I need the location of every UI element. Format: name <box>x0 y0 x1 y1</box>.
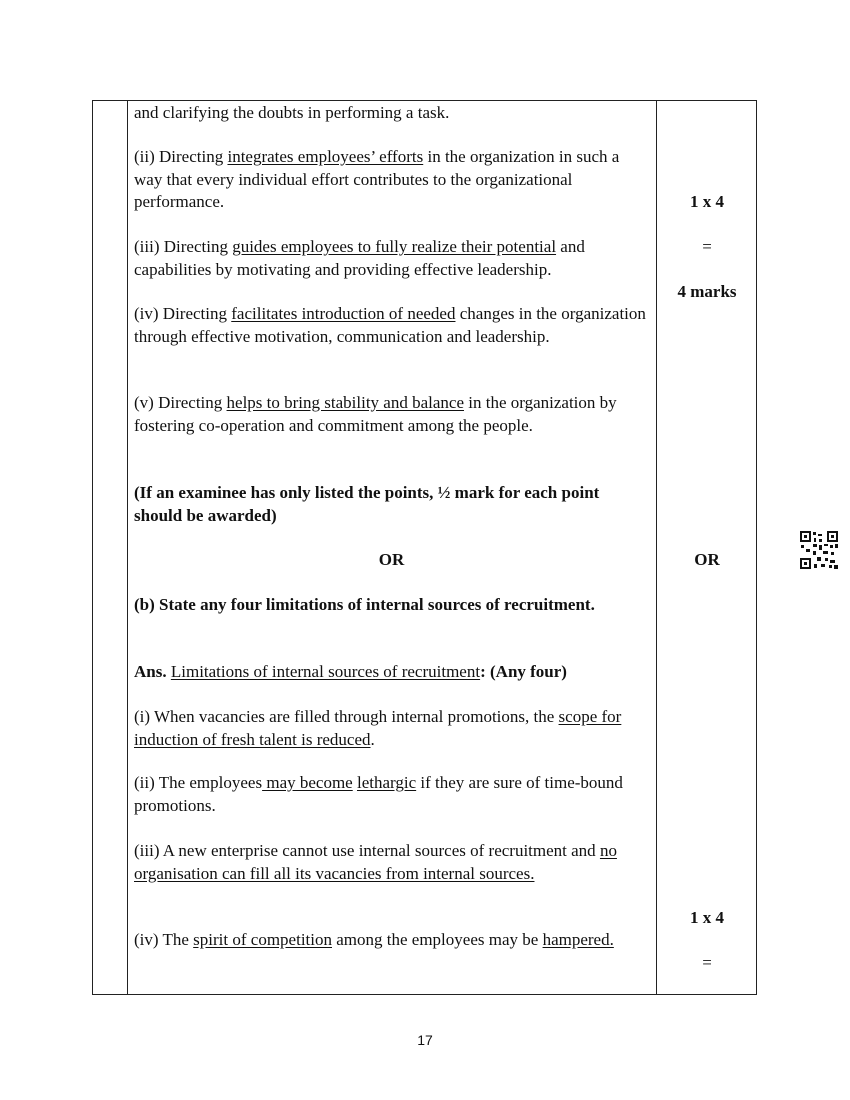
key-phrase: spirit of competition <box>193 930 332 949</box>
key-phrase: no organisation can fill all its vacancies from internal sources. <box>134 841 617 883</box>
point-iv: (iv) Directing facilitates introduction of needed changes in the organization through effective motivation, communication and leadership. <box>134 304 646 346</box>
limitation-ii: (ii) The employees may become lethargic if they are sure of time-bound promotions. <box>134 773 623 815</box>
marks-or: OR <box>694 550 720 569</box>
or-separator: OR <box>378 550 405 569</box>
point-ii: (ii) Directing integrates employees’ efforts in the organization in such a way that every individual effort contributes to the organizational performance. <box>134 147 620 211</box>
marks-equals-second: = <box>702 953 712 972</box>
key-phrase: hampered. <box>542 930 614 949</box>
limitation-iii: (iii) A new enterprise cannot use internal sources of recruitment and no organisation can fill all its vacancies from internal sources. <box>134 841 617 883</box>
marks-total: 4 marks <box>677 282 737 301</box>
key-phrase: helps to bring stability and balance <box>226 393 464 412</box>
continued-text: and clarifying the doubts in performing a task. <box>134 103 450 122</box>
column-divider-left <box>127 101 128 994</box>
marks-1x4-second: 1 x 4 <box>690 908 724 927</box>
column-divider-right <box>656 101 657 994</box>
point-v: (v) Directing helps to bring stability and balance in the organization by fostering co-operation and commitment among the people. <box>134 393 617 435</box>
key-phrase: lethargic <box>356 773 417 792</box>
question-b: (b) State any four limitations of internal sources of recruitment. <box>134 595 595 614</box>
key-phrase: facilitates introduction of needed <box>231 304 456 323</box>
marks-1x4: 1 x 4 <box>690 192 724 211</box>
answer-heading-underlined: Limitations of internal sources of recruitment <box>170 662 481 681</box>
key-phrase: integrates employees’ efforts <box>227 147 424 166</box>
limitation-i: (i) When vacancies are filled through internal promotions, the scope for induction of fresh talent is reduced. <box>134 707 622 749</box>
key-phrase: scope for induction of fresh talent is reduced <box>134 707 622 749</box>
point-iii: (iii) Directing guides employees to fully realize their potential and capabilities by motivating and providing effective leadership. <box>134 237 585 279</box>
qr-code-icon <box>799 530 839 570</box>
page-number: 17 <box>417 1032 433 1048</box>
examiner-note: (If an examinee has only listed the points, ½ mark for each point should be awarded) <box>134 483 600 525</box>
answer-heading: Ans. Limitations of internal sources of recruitment: (Any four) <box>134 662 567 681</box>
key-phrase: guides employees to fully realize their potential <box>232 237 557 256</box>
marks-equals: = <box>702 237 712 256</box>
limitation-iv: (iv) The spirit of competition among the employees may be hampered. <box>134 930 614 949</box>
